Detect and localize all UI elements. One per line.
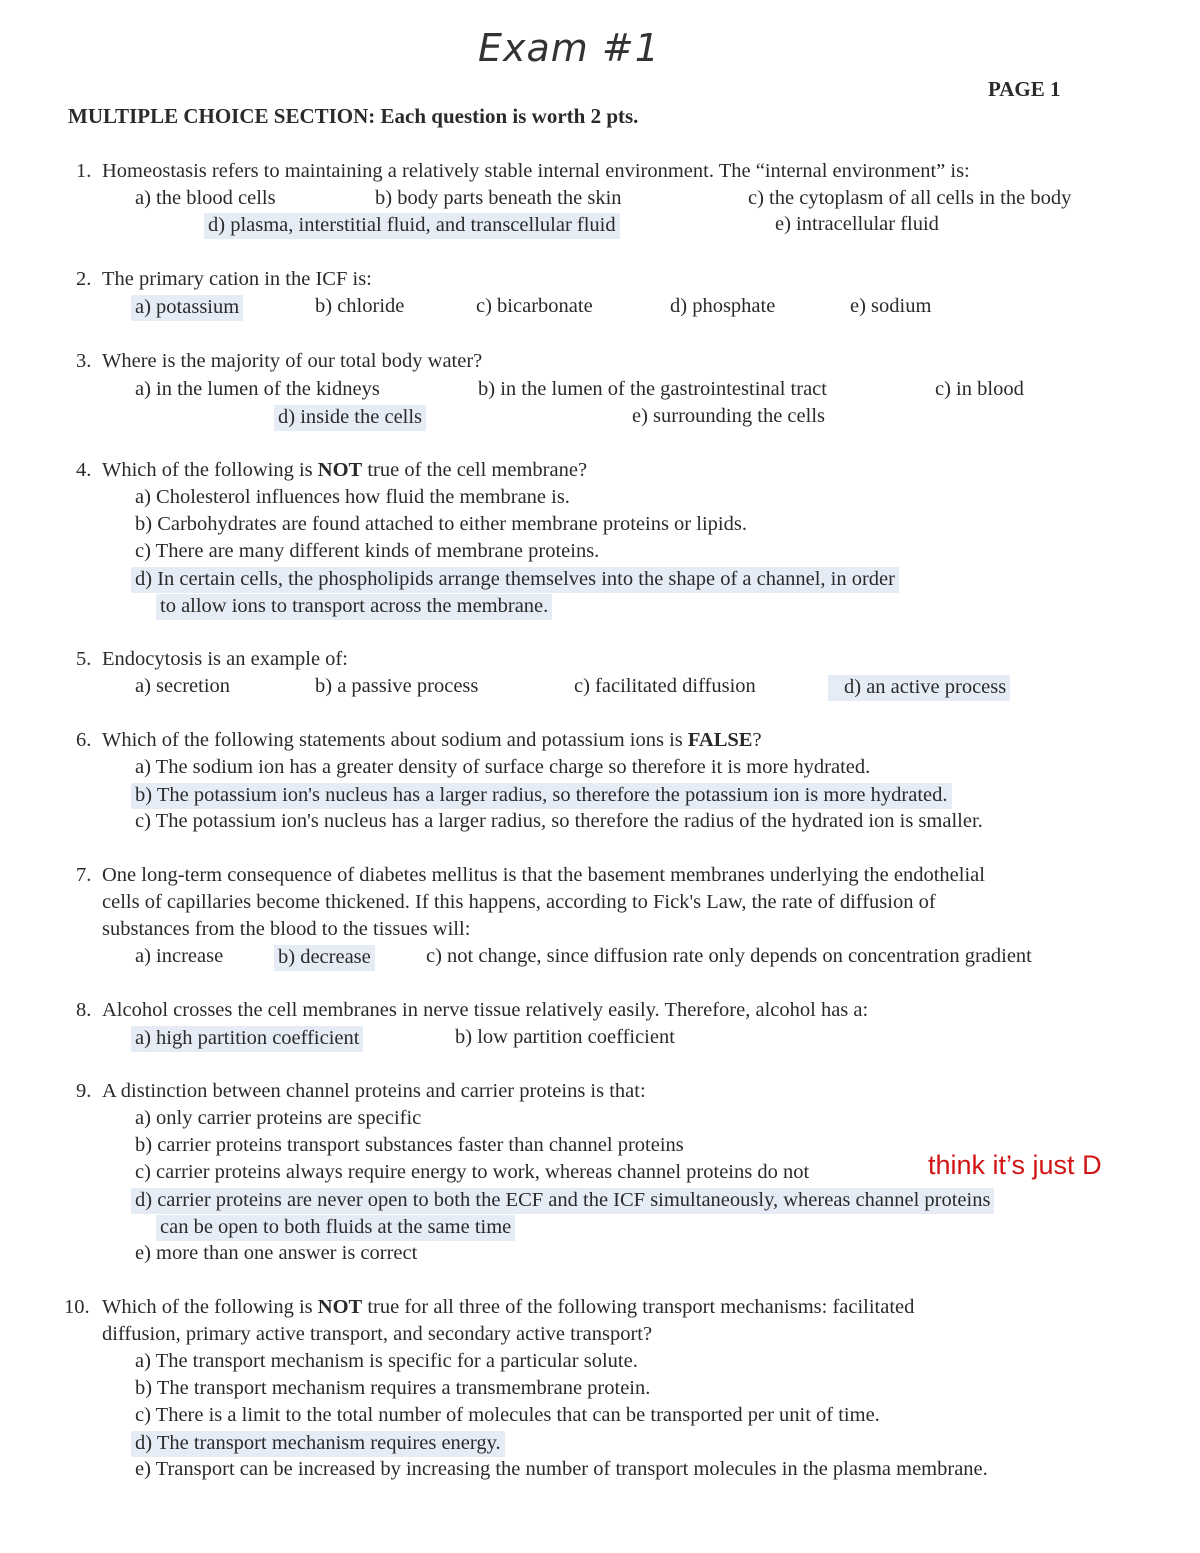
option-a: a) secretion <box>135 675 231 697</box>
option-d-line2-highlighted: can be open to both fluids at the same time <box>156 1215 515 1241</box>
option-b-highlighted: b) The potassium ion's nucleus has a larger radius, so therefore the potassium ion is more hydrated. <box>131 783 952 809</box>
question-stem: Which of the following is NOT true of the cell membrane? <box>102 459 588 481</box>
option-a: a) The transport mechanism is specific for a particular solute. <box>135 1350 638 1372</box>
question-number: 1. <box>76 160 92 182</box>
question-number: 5. <box>76 648 92 670</box>
question-number: 3. <box>76 350 92 372</box>
option-c: c) not change, since diffusion rate only depends on concentration gradient <box>426 945 1032 967</box>
option-a: a) only carrier proteins are specific <box>135 1107 422 1129</box>
question-number: 8. <box>76 999 92 1021</box>
option-d-highlighted: d) an active process <box>828 675 1010 701</box>
option-b: b) low partition coefficient <box>455 1026 675 1048</box>
option-a-highlighted: a) high partition coefficient <box>131 1026 363 1052</box>
option-d-highlighted: d) inside the cells <box>274 405 426 431</box>
question-stem-line2: cells of capillaries become thickened. If this happens, according to Fick's Law, the rate of diffusion of <box>102 891 936 913</box>
handwritten-margin-note: think it’s just D <box>928 1150 1102 1180</box>
question-number: 7. <box>76 864 92 886</box>
question-number: 6. <box>76 729 92 751</box>
question-stem: Which of the following statements about sodium and potassium ions is FALSE? <box>102 729 762 751</box>
option-c: c) the cytoplasm of all cells in the body <box>748 187 1072 209</box>
page-number-label: PAGE 1 <box>988 77 1061 101</box>
question-stem: Homeostasis refers to maintaining a relatively stable internal environment. The “internal environment” is: <box>102 160 970 182</box>
question-stem-line1: One long-term consequence of diabetes mellitus is that the basement membranes underlying the endothelial <box>102 864 985 886</box>
option-c: c) bicarbonate <box>476 295 593 317</box>
question-number: 10. <box>64 1296 90 1318</box>
option-d: d) phosphate <box>670 295 776 317</box>
option-d-line2-highlighted: to allow ions to transport across the membrane. <box>156 594 552 620</box>
question-stem-line2: diffusion, primary active transport, and secondary active transport? <box>102 1323 653 1345</box>
question-stem-line1: Which of the following is NOT true for all three of the following transport mechanisms: facilitated <box>102 1296 915 1318</box>
option-d-line1-highlighted: d) carrier proteins are never open to both the ECF and the ICF simultaneously, whereas channel proteins <box>131 1188 994 1214</box>
option-b: b) The transport mechanism requires a transmembrane protein. <box>135 1377 651 1399</box>
option-a: a) in the lumen of the kidneys <box>135 378 380 400</box>
option-a-highlighted: a) potassium <box>131 295 243 321</box>
option-b: b) carrier proteins transport substances faster than channel proteins <box>135 1134 684 1156</box>
option-a: a) the blood cells <box>135 187 276 209</box>
option-a: a) increase <box>135 945 224 967</box>
option-b: b) a passive process <box>315 675 479 697</box>
option-e: e) surrounding the cells <box>632 405 825 427</box>
option-e: e) sodium <box>850 295 932 317</box>
question-stem-line3: substances from the blood to the tissues will: <box>102 918 471 940</box>
option-d-line1-highlighted: d) In certain cells, the phospholipids arrange themselves into the shape of a channel, in order <box>131 567 899 593</box>
option-a: a) Cholesterol influences how fluid the membrane is. <box>135 486 570 508</box>
question-number: 2. <box>76 268 92 290</box>
question-stem: Endocytosis is an example of: <box>102 648 348 670</box>
question-stem: The primary cation in the ICF is: <box>102 268 372 290</box>
handwritten-title: Exam #1 <box>478 26 660 70</box>
option-d-highlighted: d) plasma, interstitial fluid, and transcellular fluid <box>204 213 620 239</box>
option-c: c) There is a limit to the total number of molecules that can be transported per unit of time. <box>135 1404 880 1426</box>
option-c: c) carrier proteins always require energy to work, whereas channel proteins do not <box>135 1161 810 1183</box>
option-b: b) in the lumen of the gastrointestinal tract <box>478 378 827 400</box>
option-a: a) The sodium ion has a greater density of surface charge so therefore it is more hydrated. <box>135 756 871 778</box>
option-b: b) body parts beneath the skin <box>375 187 622 209</box>
question-number: 4. <box>76 459 92 481</box>
option-b: b) Carbohydrates are found attached to either membrane proteins or lipids. <box>135 513 747 535</box>
option-c: c) The potassium ion's nucleus has a larger radius, so therefore the radius of the hydrated ion is smaller. <box>135 810 983 832</box>
option-e: e) intracellular fluid <box>775 213 939 235</box>
section-heading: MULTIPLE CHOICE SECTION: Each question is worth 2 pts. <box>68 104 639 128</box>
question-number: 9. <box>76 1080 92 1102</box>
option-c: c) There are many different kinds of membrane proteins. <box>135 540 600 562</box>
option-c: c) in blood <box>935 378 1024 400</box>
question-stem: A distinction between channel proteins and carrier proteins is that: <box>102 1080 646 1102</box>
question-stem: Where is the majority of our total body water? <box>102 350 483 372</box>
option-b-highlighted: b) decrease <box>274 945 375 971</box>
question-stem: Alcohol crosses the cell membranes in nerve tissue relatively easily. Therefore, alcohol has a: <box>102 999 869 1021</box>
option-b: b) chloride <box>315 295 405 317</box>
option-d-highlighted: d) The transport mechanism requires energy. <box>131 1431 505 1457</box>
option-c: c) facilitated diffusion <box>574 675 756 697</box>
option-e: e) Transport can be increased by increasing the number of transport molecules in the plasma membrane. <box>135 1458 988 1480</box>
option-e: e) more than one answer is correct <box>135 1242 418 1264</box>
